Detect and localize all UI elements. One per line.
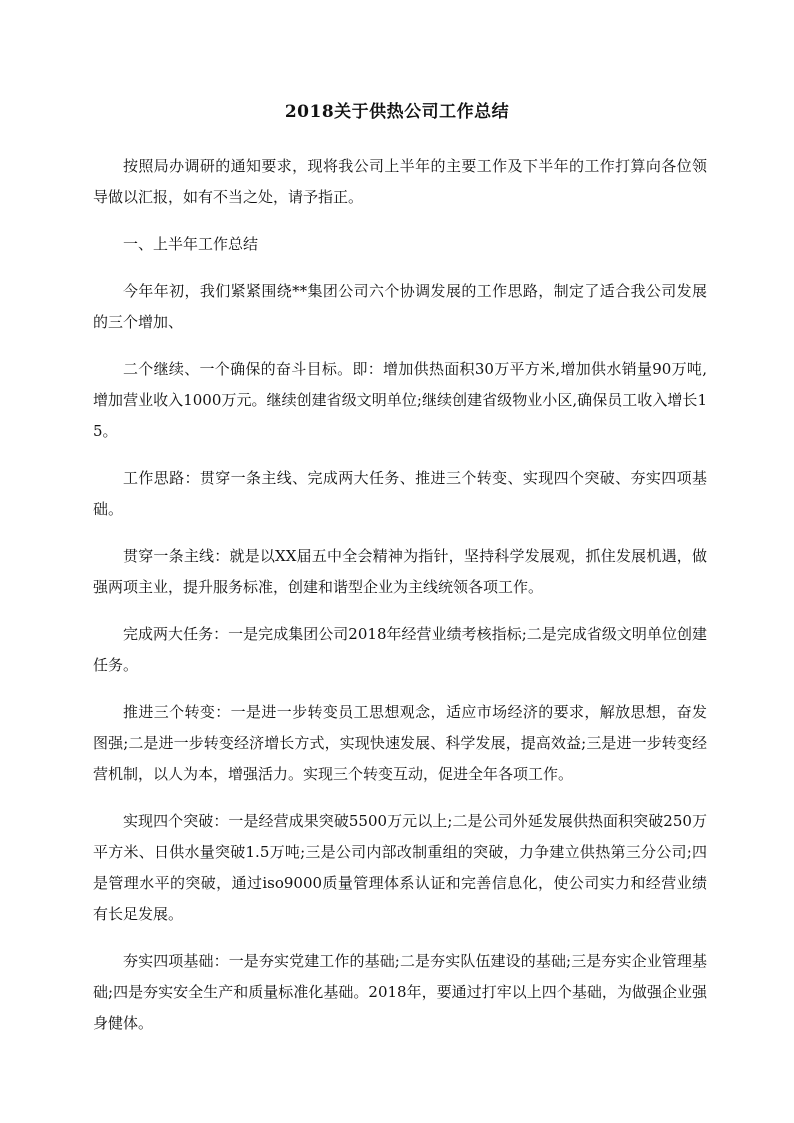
paragraph-four-breakthroughs: 实现四个突破：一是经营成果突破5500万元以上;二是公司外延发展供热面积突破250万平方米、日供水量突破1.5万吨;三是公司内部改制重组的突破，力争建立供热第三分公司;四是管理水平的突破，通过iso9000质量管理体系认证和完善信息化，使公司实力和经营业绩有长足发展。: [93, 812, 707, 923]
paragraph-four-foundations: 夯实四项基础：一是夯实党建工作的基础;二是夯实队伍建设的基础;三是夯实企业管理基础;四是夯实安全生产和质量标准化基础。2018年，要通过打牢以上四个基础，为做强企业强身健体。: [93, 952, 707, 1032]
section-heading-first-half-summary: 一、上半年工作总结: [123, 235, 259, 253]
paragraph-work-approach: 工作思路：贯穿一条主线、完成两大任务、推进三个转变、实现四个突破、夯实四项基础。: [93, 469, 707, 518]
paragraph-three-changes: 推进三个转变：一是进一步转变员工思想观念，适应市场经济的要求，解放思想，奋发图强;二是进一步转变经济增长方式，实现快速发展、科学发展，提高效益;三是进一步转变经营机制，以人为本，增强活力。实现三个转变互动，促进全年各项工作。: [93, 703, 707, 783]
paragraph-intro: 按照局办调研的通知要求，现将我公司上半年的主要工作及下半年的工作打算向各位领导做以汇报，如有不当之处，请予指正。: [93, 157, 707, 206]
paragraph-main-line: 贯穿一条主线：就是以XX届五中全会精神为指针，坚持科学发展观，抓住发展机遇，做强两项主业，提升服务标准，创建和谐型企业为主线统领各项工作。: [93, 547, 707, 596]
document-title: 2018关于供热公司工作总结: [284, 102, 510, 122]
paragraph-targets: 二个继续、一个确保的奋斗目标。即：增加供热面积30万平方米,增加供水销量90万吨,增加营业收入1000万元。继续创建省级文明单位;继续创建省级物业小区,确保员工收入增长15。: [93, 360, 707, 440]
paragraph-two-tasks: 完成两大任务：一是完成集团公司2018年经营业绩考核指标;二是完成省级文明单位创建任务。: [93, 625, 707, 674]
paragraph-early-year-goals: 今年年初，我们紧紧围绕**集团公司六个协调发展的工作思路，制定了适合我公司发展的三个增加、: [93, 282, 707, 331]
document-body: [93, 151, 707, 1055]
